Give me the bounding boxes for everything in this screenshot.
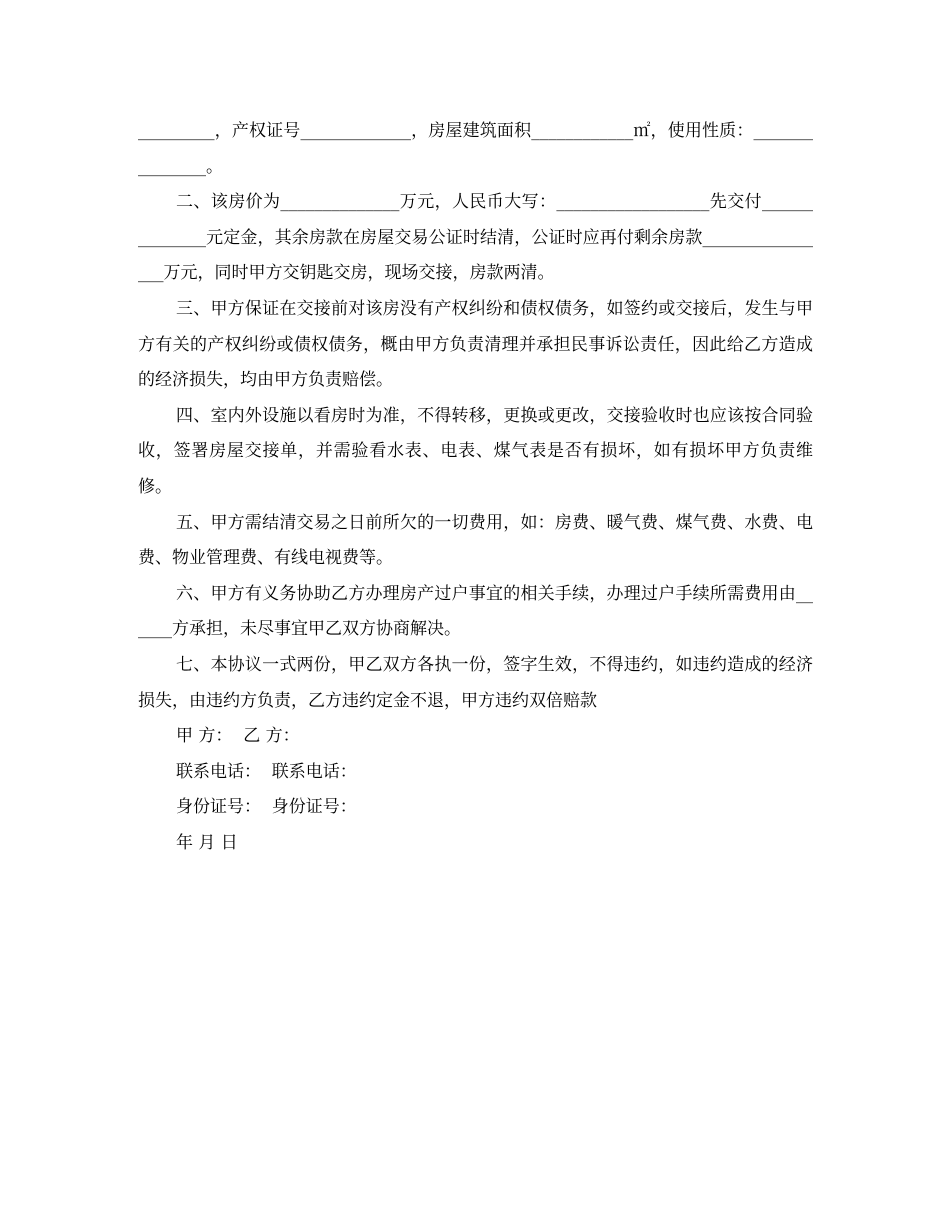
- contract-document: [138, 114, 813, 861]
- signature-date: 年 月 日: [176, 832, 238, 853]
- clause-7-copies: 七、本协议一式两份，甲乙双方各执一份，签字生效，不得违约，如违约造成的经济损失，由违约方负责，乙方违约定金不退，甲方违约双倍赔款: [138, 654, 813, 711]
- signature-phone: 联系电话： 联系电话：: [176, 761, 357, 782]
- clause-2-price: 二、该房价为______________万元，人民币大写：__________________先交付______________元定金，其余房款在房屋交易公证时结清，公证时应再付剩余房款________________万元，同时甲方交钥匙交房，现场交接，房款两清。: [138, 192, 813, 284]
- paragraph-property-details: _________，产权证号_____________，房屋建筑面积____________㎡，使用性质：_______________。: [138, 121, 813, 177]
- clause-5-fees: 五、甲方需结清交易之日前所欠的一切费用，如：房费、暖气费、煤气费、水费、电费、物业管理费、有线电视费等。: [138, 512, 813, 569]
- clause-4-facilities: 四、室内外设施以看房时为准，不得转移，更换或更改，交接验收时也应该按合同验收，签署房屋交接单，并需验看水表、电表、煤气表是否有损坏，如有损坏甲方负责维修。: [138, 405, 813, 497]
- signature-parties: 甲 方： 乙 方：: [176, 726, 300, 747]
- signature-id-number: 身份证号： 身份证号：: [176, 797, 357, 818]
- clause-3-guarantee: 三、甲方保证在交接前对该房没有产权纠纷和债权债务，如签约或交接后，发生与甲方有关的产权纠纷或债权债务，概由甲方负责清理并承担民事诉讼责任，因此给乙方造成的经济损失，均由甲方负责赔偿。: [138, 298, 813, 391]
- clause-6-transfer: 六、甲方有义务协助乙方办理房产过户事宜的相关手续，办理过户手续所需费用由______方承担，未尽事宜甲乙双方协商解决。: [138, 583, 813, 640]
